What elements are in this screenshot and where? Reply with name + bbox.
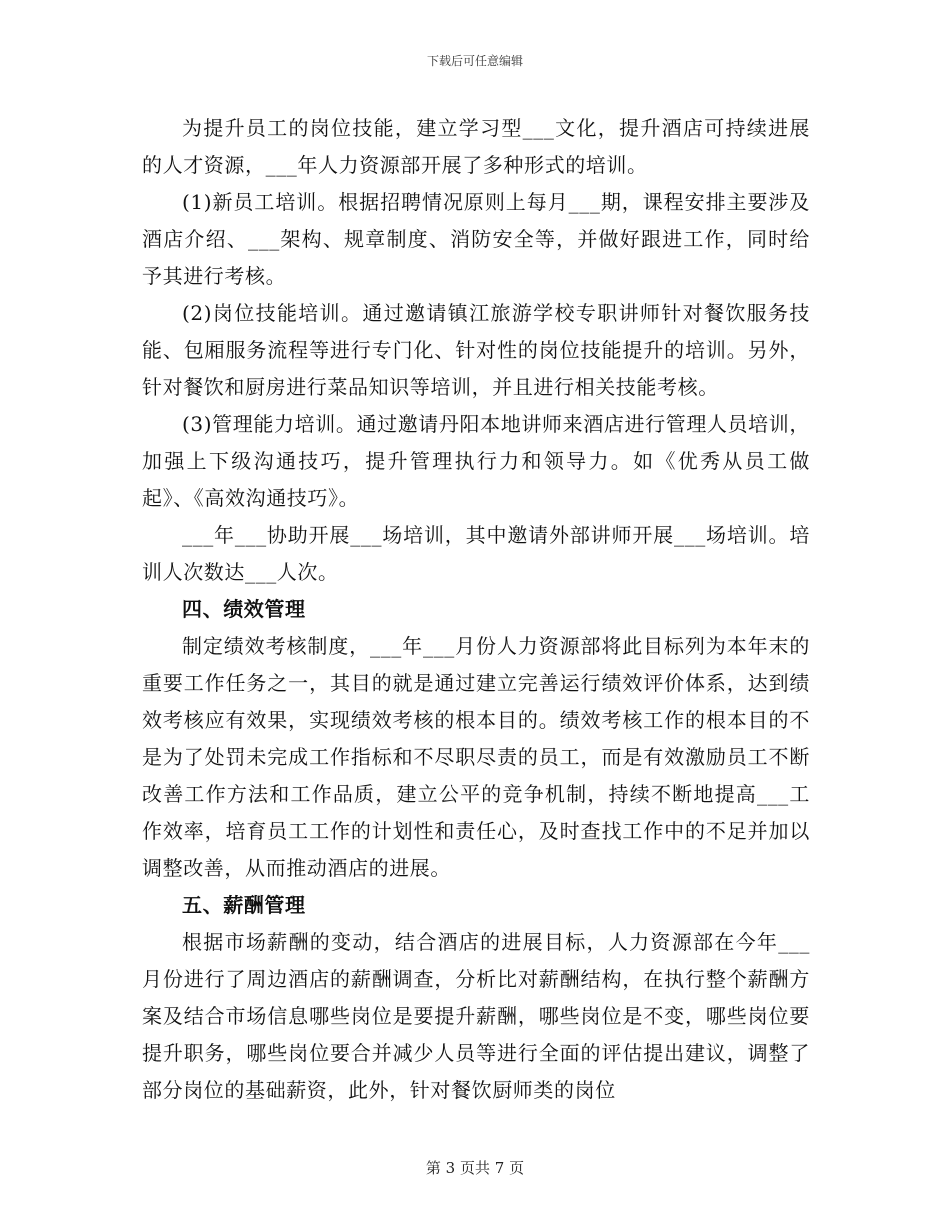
paragraph: ___年___协助开展___场培训，其中邀请外部讲师开展___场培训。培训人次数达___人次。 (142, 523, 810, 584)
section-heading: 五、薪酬管理 (182, 893, 306, 917)
section-heading: 四、绩效管理 (182, 597, 306, 621)
page-footer: 第 3 页共 7 页 (425, 1159, 525, 1177)
page-header: 下载后可任意编辑 (426, 54, 523, 68)
document-body (142, 110, 810, 1109)
paragraph: (3)管理能力培训。通过邀请丹阳本地讲师来酒店进行管理人员培训，加强上下级沟通技巧，提升管理执行力和领导力。如《优秀从员工做起》、《高效沟通技巧》。 (142, 412, 810, 510)
paragraph: 制定绩效考核制度，___年___月份人力资源部将此目标列为本年末的重要工作任务之一，其目的就是通过建立完善运行绩效评价体系，达到绩效考核应有效果，实现绩效考核的根本目的。绩效考核工作的根本目的不是为了处罚未完成工作指标和不尽职尽责的员工，而是有效激励员工不断改善工作方法和工作品质，建立公平的竞争机制，持续不断地提高___工作效率，培育员工工作的计划性和责任心，及时查找工作中的不足并加以调整改善，从而推动酒店的进展。 (142, 634, 810, 880)
paragraph: (1)新员工培训。根据招聘情况原则上每月___期，课程安排主要涉及酒店介绍、___架构、规章制度、消防安全等，并做好跟进工作，同时给予其进行考核。 (142, 190, 810, 288)
paragraph: (2)岗位技能培训。通过邀请镇江旅游学校专职讲师针对餐饮服务技能、包厢服务流程等进行专门化、针对性的岗位技能提升的培训。另外，针对餐饮和厨房进行菜品知识等培训，并且进行相关技能考核。 (142, 301, 810, 399)
paragraph: 为提升员工的岗位技能，建立学习型___文化，提升酒店可持续进展的人才资源，___年人力资源部开展了多种形式的培训。 (142, 116, 810, 177)
paragraph: 根据市场薪酬的变动，结合酒店的进展目标，人力资源部在今年___月份进行了周边酒店的薪酬调查，分析比对薪酬结构，在执行整个薪酬方案及结合市场信息哪些岗位是要提升薪酬，哪些岗位是不变，哪些岗位要提升职务，哪些岗位要合并减少人员等进行全面的评估提出建议，调整了部分岗位的基础薪资，此外，针对餐饮厨师类的岗位 (142, 930, 810, 1102)
